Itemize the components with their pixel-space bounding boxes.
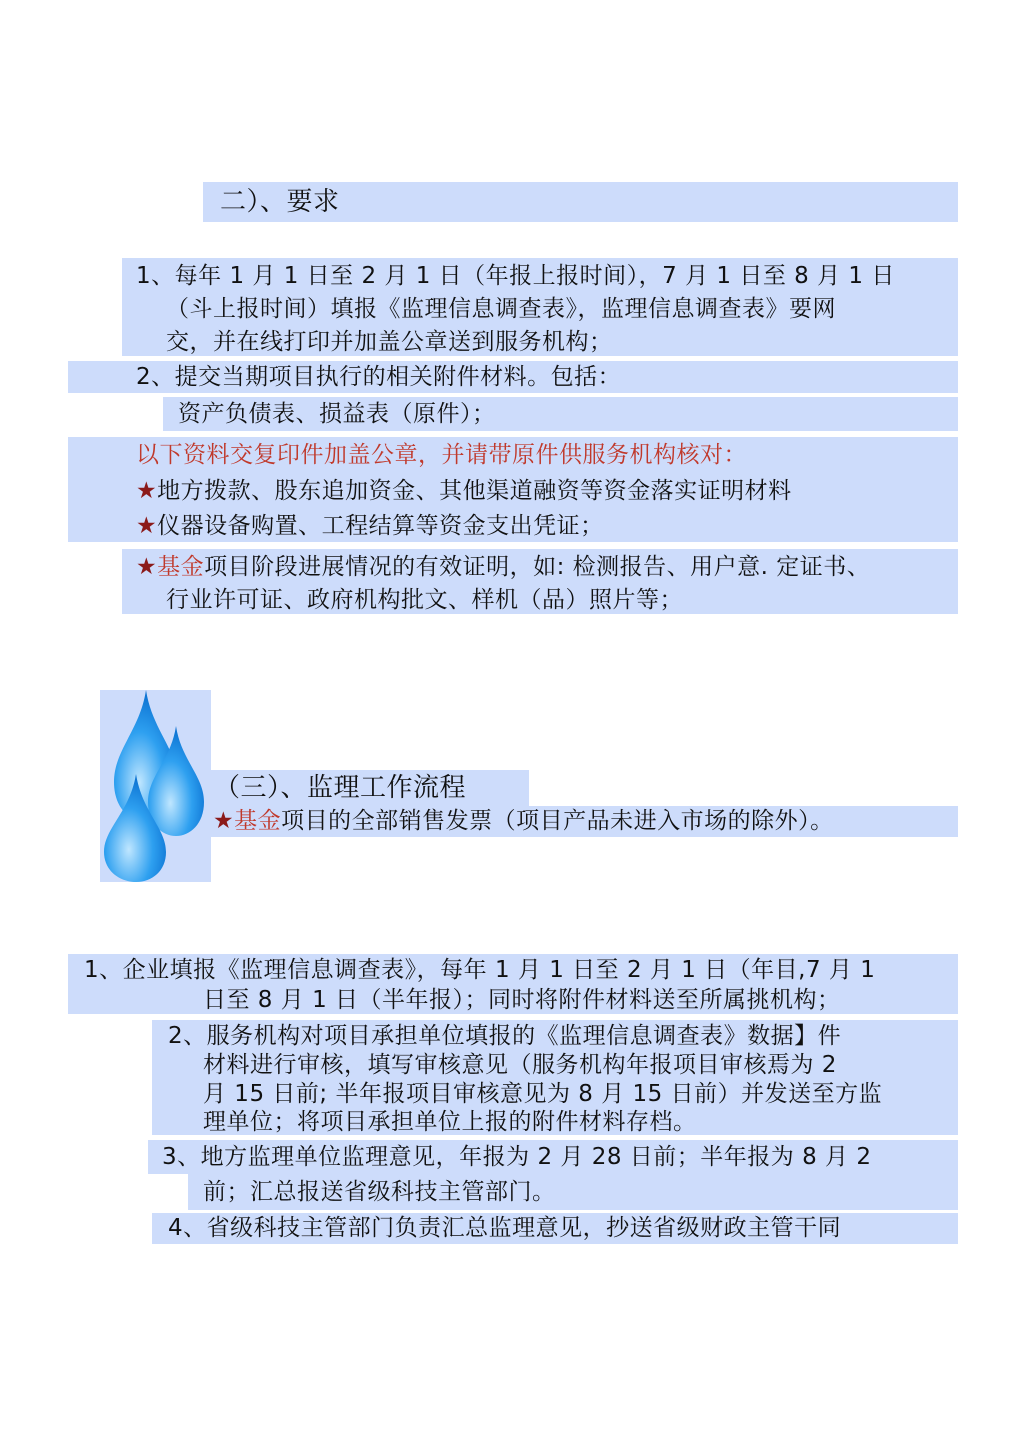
star-icon: ★: [213, 808, 235, 834]
step3-line-1: 3、地方监理单位监理意见，年报为 2 月 28 日前；半年报为 8 月 2: [162, 1144, 872, 1170]
item1-line-2: （斗上报时间）填报《监理信息调查表》，监理信息调查表》要网: [166, 296, 836, 322]
step4-line-1: 4、省级科技主管部门负责汇总监理意见，抄送省级财政主管干同: [168, 1215, 842, 1241]
step2-line-4: 理单位；将项目承担单位上报的附件材料存档。: [203, 1109, 697, 1135]
note-intro: 以下资料交复印件加盖公章，并请带原件供服务机构核对：: [136, 442, 747, 468]
step2-line-3: 月 15 日前; 半年报项目审核意见为 8 月 15 日前）并发送至方监: [203, 1081, 883, 1107]
step1-line-1: 1、企业填报《监理信息调查表》，每年 1 月 1 日至 2 月 1 日（年目,7 月 1: [84, 957, 876, 983]
note-bullet-3-line-1: ★基金项目阶段进展情况的有效证明，如: 检测报告、用户意. 定证书、: [136, 554, 871, 580]
item1-line-1: 1、每年 1 月 1 日至 2 月 1 日（年报上报时间），7 月 1 日至 8 月 1 日: [136, 263, 895, 289]
note-bullet-2: ★仪器设备购置、工程结算等资金支出凭证；: [136, 513, 604, 539]
note-bullet-1: ★地方拨款、股东追加资金、其他渠道融资等资金落实证明材料: [136, 478, 792, 504]
item1-line-3: 交，并在线打印并加盖公章送到服务机构；: [166, 329, 613, 355]
item2-sub: 资产负债表、损益表（原件）；: [178, 401, 496, 427]
water-drops-icon: [100, 690, 211, 882]
section3-title: （三）、监理工作流程: [214, 773, 467, 803]
note-bullet-3-line-2: 行业许可证、政府机构批文、样机（品）照片等；: [166, 587, 683, 613]
star-icon: ★: [136, 478, 158, 504]
star-icon: ★: [136, 513, 158, 539]
section3-bullet: ★基金项目的全部销售发票（项目产品未进入市场的除外）。: [213, 808, 834, 834]
item2-line: 2、提交当期项目执行的相关附件材料。包括：: [136, 364, 622, 390]
step3-line-2: 前；汇总报送省级科技主管部门。: [203, 1179, 556, 1205]
section2-title: 二）、要求: [220, 187, 340, 217]
star-icon: ★: [136, 554, 158, 580]
step2-line-1: 2、服务机构对项目承担单位填报的《监理信息调查表》数据】件: [168, 1023, 842, 1049]
step2-line-2: 材料进行审核，填写审核意见（服务机构年报项目审核焉为 2: [203, 1052, 837, 1078]
step1-line-2: 日至 8 月 1 日（半年报）；同时将附件材料送至所属挑机构；: [203, 987, 841, 1013]
